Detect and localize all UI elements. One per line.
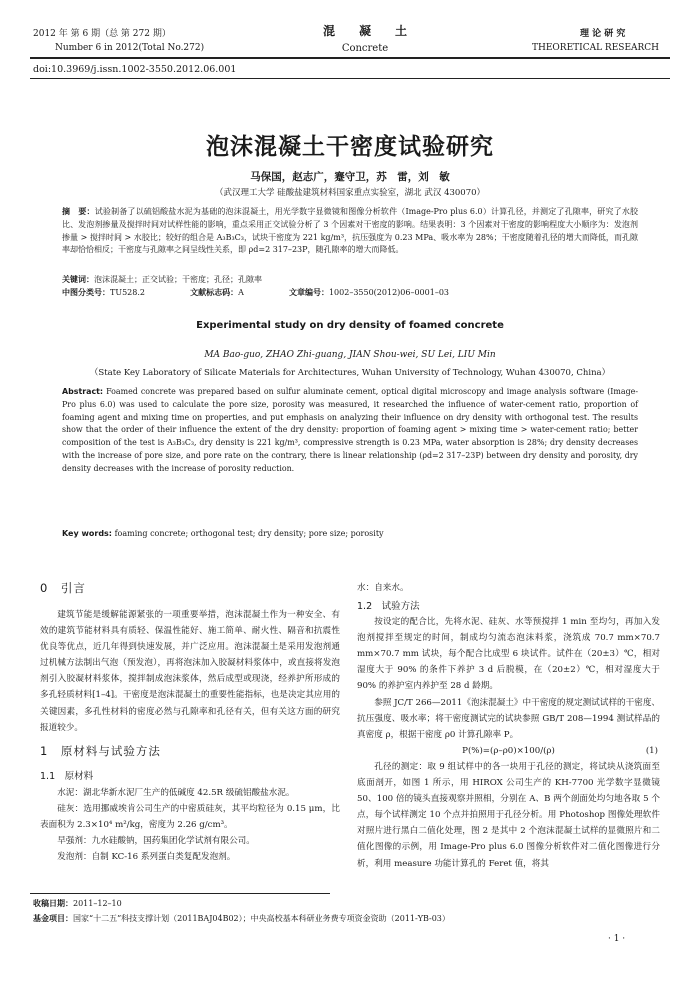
doccode-label: 文献标志码： xyxy=(190,288,239,297)
abstract-en xyxy=(62,386,638,476)
methods-paragraph-2: 参照 JC/T 266—2011《泡沫混凝土》中干密度的规定测试试样的干密度、抗压强度、吸水率；将干密度测试完的试块参照 GB/T 208—1994 测试样品的真密度 ρ，根据干密度 ρ0 计算孔隙率 P。 xyxy=(357,697,661,740)
affiliation-cn: （武汉理工大学 硅酸盐建筑材料国家重点实验室，湖北 武汉 430070） xyxy=(214,188,486,198)
section-0-body xyxy=(40,607,340,736)
authors-cn: 马保国，赵志广，蹇守卫，苏 雷，刘 敏 xyxy=(250,171,450,183)
fund-value: 国家“十二五”科技支撑计划（2011BAJ04B02）；中央高校基本科研业务费专项资金资助（2011-YB-03） xyxy=(73,914,450,923)
clc-value: TU528.2 xyxy=(110,288,145,297)
fund-info xyxy=(33,911,450,926)
article-title-en: Experimental study on dry density of foamed concrete xyxy=(196,320,504,331)
abstract-en-text: Foamed concrete was prepared based on sulfur aluminate cement, optical digital microscopy and image analysis software (Image-Pro plus 6.0) was used to calculate the pore size, porosity was measured, it researched the influence of water-cement ratio, proportion of foaming agent and mixing time on properties, and put emphasis on analyzing their influence on dry density with orthogonal test. The results show that the order of their influence the extent of the dry density: proportion of foaming agent > mixing time > water-cement ratio; better composition of the test is A₃B₃C₃, dry density is 221 kg/m³, compressive strength is 0.23 MPa, water absorption is 28%; dry density decreases with the increase of pore size, and pore rate on the contrary, there is linear relationship (ρd=2 317–23P) between dry density and porosity, dry density decreases with the increase of porosity reduction. xyxy=(62,387,638,473)
section-0-title: 0 引言 xyxy=(40,581,86,595)
equation-text: P(%)=(ρ–ρ0)×100/(ρ) xyxy=(462,745,555,756)
fund-label: 基金项目： xyxy=(33,914,73,923)
methods-paragraph-3: 孔径的测定：取 9 组试样中的各一块用于孔径的测定，将试块从浇筑面至底面剖开，如图 1 所示，用 HIROX 公司生产的 KH-7700 光学数字显微镜 50、100 倍的镜头直接观察并照相，分别在 A、B 两个剖面处均匀地各取 5 个点，每个试样测定 10 个点并拍照用于孔径分析。用 Photoshop 图像处理软件对照片进行黑白二值化处理，图 2 是其中 2 个泡沫混凝土试样的显微照片和二值化图像的示例，用 Image-Pro plus 6.0 图像分析软件对二值化图像进行分析，利用 measure 功能计算孔的 Feret 值，将其 xyxy=(357,761,660,869)
classification-line xyxy=(62,287,638,300)
methods-paragraph-1: 按设定的配合比，先将水泥、硅灰、水等预搅拌 1 min 至均匀，再加入发泡剂搅拌至规定的时间，制成均匀流态泡沫料浆，浇筑成 70.7 mm×70.7 mm×70.7 mm 试块，每个配合比成型 6 块试件。试件在（20±3）℃，相对湿度大于 90% 的条件下养护 3 d 后脱模，在（20±2）℃，相对湿度大于 90% 的养护室内养护至 28 d 龄期。 xyxy=(357,617,660,692)
intro-paragraph: 建筑节能是缓解能源紧张的一项重要举措，泡沫混凝土作为一种安全、有效的建筑节能材料具有质轻、保温性能好、施工简单、耐火性、隔音和抗震性优良等优点，近几年得到快速发展，并广泛应用。泡沫混凝土是采用发泡剂通过机械方法制出气泡（预发泡），再将泡沫加入胶凝材料浆体中，或直接将发泡剂引入胶凝材料浆体，搅拌制成泡沫浆体，然后成型或现浇，经养护所形成的多孔轻质材料[1–4]。干密度是泡沫混凝土的重要性能指标，也是决定其应用的关键因素，多孔性材料的密度必然与孔隙率和孔径有关，但有关这方面的研究报道较少。 xyxy=(40,610,340,733)
affiliation-en: （State Key Laboratory of Silicate Materials for Architectures, Wuhan University of Technology, Wuhan 430070, China） xyxy=(89,368,611,378)
methods-body xyxy=(357,614,660,743)
doi-rule xyxy=(30,78,670,79)
footnote-rule xyxy=(30,893,330,894)
material-foaming-agent: 发泡剂：自制 KC-16 系列蛋白类复配发泡剂。 xyxy=(57,852,236,863)
issue-cn: 2012 年 第 6 期（总 第 272 期） xyxy=(33,29,171,39)
column-en: THEORETICAL RESEARCH xyxy=(532,43,660,53)
material-water: 水：自来水。 xyxy=(357,583,409,593)
received-value: 2011–12–10 xyxy=(73,899,122,908)
section-1-1-title: 1.1 原材料 xyxy=(40,770,94,782)
authors-en: MA Bao-guo, ZHAO Zhi-guang, JIAN Shou-wei, SU Lei, LIU Min xyxy=(204,350,496,360)
equation-number: (1) xyxy=(645,745,658,756)
material-accelerator: 早强剂：九水硅酸钠，国药集团化学试剂有限公司。 xyxy=(57,836,255,847)
abstract-en-label: Abstract: xyxy=(62,387,104,396)
journal-en: Concrete xyxy=(341,43,389,54)
section-1-2-title: 1.2 试验方法 xyxy=(357,601,420,613)
journal-cn: 混 凝 土 xyxy=(322,24,407,38)
keywords-cn-label: 关键词： xyxy=(62,275,94,284)
right-column xyxy=(357,580,660,872)
articleno-label: 文章编号： xyxy=(288,288,329,297)
keywords-cn xyxy=(62,274,638,287)
article-title-cn: 泡沫混凝土干密度试验研究 xyxy=(206,134,494,160)
section-1-title: 1 原材料与试验方法 xyxy=(40,743,161,758)
equation-1 xyxy=(357,743,660,759)
page-number: · 1 · xyxy=(608,934,626,944)
abstract-cn-label: 摘 要： xyxy=(62,207,95,216)
material-silica-fume: 硅灰：选用挪威埃肯公司生产的中密质硅灰，其平均粒径为 0.15 μm，比表面积为 2.3×10⁴ m²/kg，密度为 2.26 g/cm³。 xyxy=(40,803,340,830)
pore-size-body xyxy=(357,759,660,872)
keywords-en-text: foaming concrete; orthogonal test; dry density; pore size; porosity xyxy=(114,529,384,538)
abstract-cn-text: 试验制备了以硫铝酸盐水泥为基础的泡沫混凝土，用光学数字显微镜和图像分析软件（Image-Pro plus 6.0）计算孔径，并测定了孔隙率，研究了水胶比、发泡剂掺量及搅拌时间对试样性能的影响，重点采用正交试验分析了 3 个因素对干密度的影响。结果表明：3 个因素对干密度的影响程度大小顺序为：发泡剂掺量 > 搅拌时间 > 水胶比；较好的组合是 A₃B₃C₃，试块干密度为 221 kg/m³，抗压强度为 0.23 MPa、吸水率为 28%；干密度随着孔径的增大而降低，而孔隙率却恰恰相反；干密度与孔隙率之间呈线性关系，即 ρd=2 317–23P，随孔隙率的增大而降低。 xyxy=(62,207,639,255)
doccode-value: A xyxy=(238,288,244,297)
keywords-cn-text: 泡沫混凝土；正交试验；干密度；孔径；孔隙率 xyxy=(94,275,262,284)
materials-body xyxy=(40,785,340,865)
received-label: 收稿日期： xyxy=(33,899,73,908)
articleno-value: 1002–3550(2012)06–0001–03 xyxy=(328,288,449,297)
doi: doi:10.3969/j.issn.1002-3550.2012.06.001 xyxy=(33,64,237,75)
keywords-en-label: Key words: xyxy=(62,529,113,538)
clc-label: 中图分类号： xyxy=(62,288,110,297)
issue-en: Number 6 in 2012(Total No.272) xyxy=(55,43,205,53)
left-column xyxy=(40,580,340,865)
keywords-en xyxy=(62,528,638,541)
header-rule xyxy=(30,57,670,59)
abstract-cn xyxy=(62,206,638,257)
received-date xyxy=(33,896,122,911)
column-cn: 理 论 研 究 xyxy=(580,29,626,39)
material-cement: 水泥：湖北华新水泥厂生产的低碱度 42.5R 级硫铝酸盐水泥。 xyxy=(57,787,295,798)
